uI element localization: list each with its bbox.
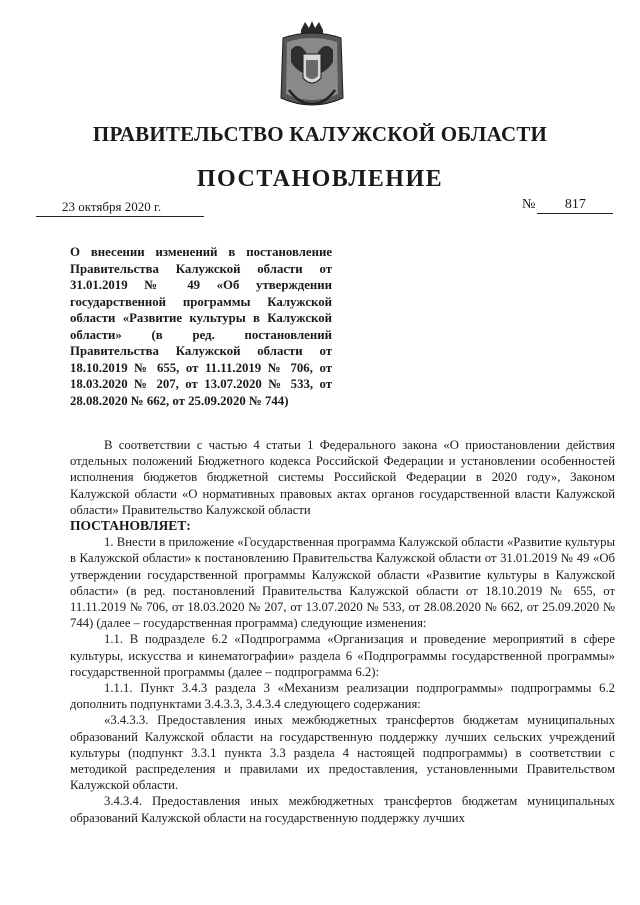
document-date [36,199,204,217]
document-body [70,437,615,826]
decree-heading: ПОСТАНОВЛЯЕТ: [70,518,191,534]
government-name: ПРАВИТЕЛЬСТВО КАЛУЖСКОЙ ОБЛАСТИ [92,122,548,146]
coat-of-arms-emblem [277,20,347,110]
paragraph-1-1: 1.1. В подразделе 6.2 «Подпрограмма «Организация и проведение мероприятий в сфере культуры, искусства и кинематографии» раздела 6 «Подпрограммы государственной программы» государственной программы (далее – подпрограмма 6.2): [70,632,615,679]
number-value: 817 [537,197,613,214]
paragraph-3-4-3-4: 3.4.3.4. Предоставления иных межбюджетных трансфертов бюджетам муниципальных образований Калужской области на государственную поддержку лучших [70,794,615,825]
number-label: № [522,197,536,212]
document-type-title: ПОСТАНОВЛЕНИЕ [196,166,444,192]
document-number [522,197,613,214]
paragraph-1-1-1: 1.1.1. Пункт 3.4.3 раздела 3 «Механизм реализации подпрограммы» подпрограммы 6.2 дополнить подпунктами 3.4.3.3, 3.4.3.4 следующего содержания: [70,681,615,712]
preamble-paragraph: В соответствии с частью 4 статьи 1 Федерального закона «О приостановлении действия отдельных положений Бюджетного кодекса Российской Федерации и установлении особенностей исполнения бюджетов бюджетной системы Российской Федерации в 2020 году», Законом Калужской области «О нормативных правовых актах органов государственной власти Калужской области» Правительство Калужской области [70,438,615,517]
paragraph-3-4-3-3: «3.4.3.3. Предоставления иных межбюджетных трансфертов бюджетам муниципальных образований Калужской области на государственную поддержку лучших сельских учреждений культуры (подпункт 3.3.1 пункта 3.3 раздела 4 настоящей подпрограммы) в соответствии с методикой распределения и правилами их предоставления, установленными Правительством Калужской области. [70,713,615,793]
paragraph-1: 1. Внести в приложение «Государственная программа Калужской области «Развитие культуры в Калужской области» к постановлению Правительства Калужской области от 31.01.2019 № 49 «Об утверждении государственной программы Калужской области «Развитие культуры в Калужской области» (в ред. постановлений Правительства Калужской области от 18.10.2019 № 655, от 11.11.2019 № 706, от 18.03.2020 № 207, от 13.07.2020 № 533, от 28.08.2020 № 662, от 25.09.2020 № 744) (далее – государственная программа) следующие изменения: [70,535,615,631]
document-subject: О внесении изменений в постановление Правительства Калужской области от 31.01.2019 № 49 «Об утверждении государственной программы Калужской области «Развитие культуры в Калужской области» (в ред. постановлений Правительства Калужской области от 18.10.2019 № 655, от 11.11.2019 № 706, от 18.03.2020 № 207, от 13.07.2020 № 533, от 28.08.2020 № 662, от 25.09.2020 № 744) [70,245,332,408]
date-value: 23 октября 2020 г. [36,199,204,217]
